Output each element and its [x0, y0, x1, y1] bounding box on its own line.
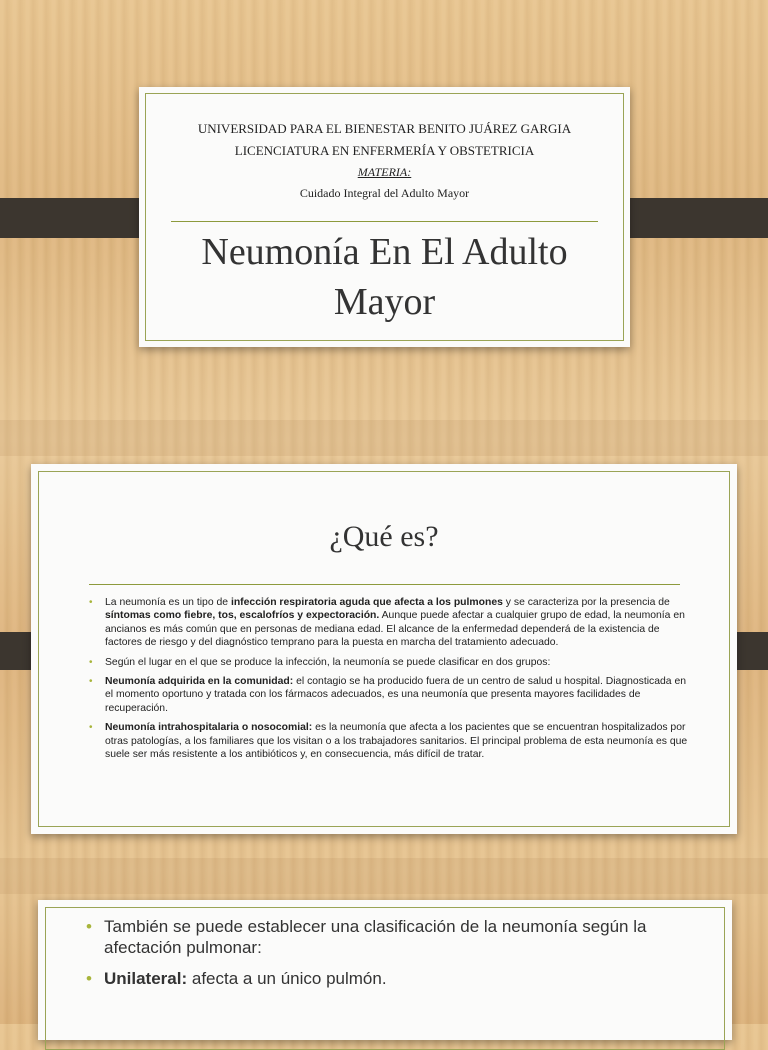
decorative-bar-left	[0, 198, 155, 238]
definition-slide	[31, 464, 737, 834]
bullet-text: La neumonía es un tipo de	[105, 597, 231, 608]
heading-divider	[89, 584, 680, 585]
bullet-bold: síntomas como fiebre, tos, escalofríos y expectoración.	[105, 610, 380, 622]
slide-body	[89, 596, 689, 767]
list-item	[89, 596, 689, 650]
slide-heading: ¿Qué es?	[329, 520, 439, 553]
title-line-1: Neumonía En El Adulto	[201, 231, 568, 273]
bullet-icon: •	[86, 969, 92, 988]
list-item	[89, 721, 689, 761]
list-item	[86, 968, 704, 989]
materia-label: MATERIA:	[357, 165, 412, 179]
bullet-text: es la neumonía que afecta a los pacientes que se encuentran hospitalizados por otras patologías, a los familiares que los visitan o a los trabajadores sanitarios. El principal problema de esta neumonía es que suele ser más resistente a los antibióticos y, en consecuencia, más difícil de tratar.	[105, 722, 688, 761]
bullet-text: Según el lugar en el que se produce la infección, la neumonía se puede clasificar en dos grupos:	[105, 656, 551, 668]
bullet-bold: infección respiratoria aguda que afecta a los pulmones	[230, 597, 503, 608]
bullet-icon: •	[89, 656, 93, 668]
bullet-bold: Neumonía adquirida en la comunidad:	[105, 676, 294, 688]
classification-slide	[38, 900, 732, 1040]
list-item	[89, 656, 689, 669]
bullet-icon: •	[89, 597, 93, 608]
subject-name: Cuidado Integral del Adulto Mayor	[299, 186, 470, 200]
title-divider	[171, 221, 598, 222]
bullet-icon: •	[89, 722, 93, 734]
title-slide	[139, 87, 630, 347]
decorative-bar-right	[613, 198, 768, 238]
wood-band	[0, 858, 768, 894]
bullet-bold: Neumonía intrahospitalaria o nosocomial:	[105, 722, 313, 734]
bullet-text: afecta a un único pulmón.	[187, 969, 387, 988]
degree-name: LICENCIATURA EN ENFERMERÍA Y OBSTETRICIA	[234, 143, 535, 158]
bullet-text: y se caracteriza por la presencia de	[502, 597, 670, 608]
title-line-2: Mayor	[333, 281, 436, 323]
bullet-icon: •	[89, 676, 93, 688]
university-name: UNIVERSIDAD PARA EL BIENESTAR BENITO JUÁREZ GARGIA	[197, 121, 572, 136]
list-item	[89, 675, 689, 715]
list-item	[86, 916, 704, 958]
bullet-text: También se puede establecer una clasificación de la neumonía según la afectación pulmonar:	[104, 917, 647, 957]
bullet-icon: •	[86, 917, 92, 936]
wood-band	[0, 420, 768, 456]
bullet-text: Aunque puede afectar a cualquier grupo de edad, la neumonía en ancianos es más común que en personas de mediana edad. El alcance de la enfermedad dependerá de la existencia de factores de riesgo y del diagnóstico temprano para la puesta en marcha del tratamiento adecuado.	[105, 610, 685, 649]
bullet-bold: Unilateral:	[104, 969, 188, 988]
bullet-text: el contagio se ha producido fuera de un centro de salud u hospital. Diagnosticada en el momento oportuno y tratada con los fármacos adecuados, es una neumonía que presenta mayores facilidades de recuperación.	[105, 676, 687, 714]
